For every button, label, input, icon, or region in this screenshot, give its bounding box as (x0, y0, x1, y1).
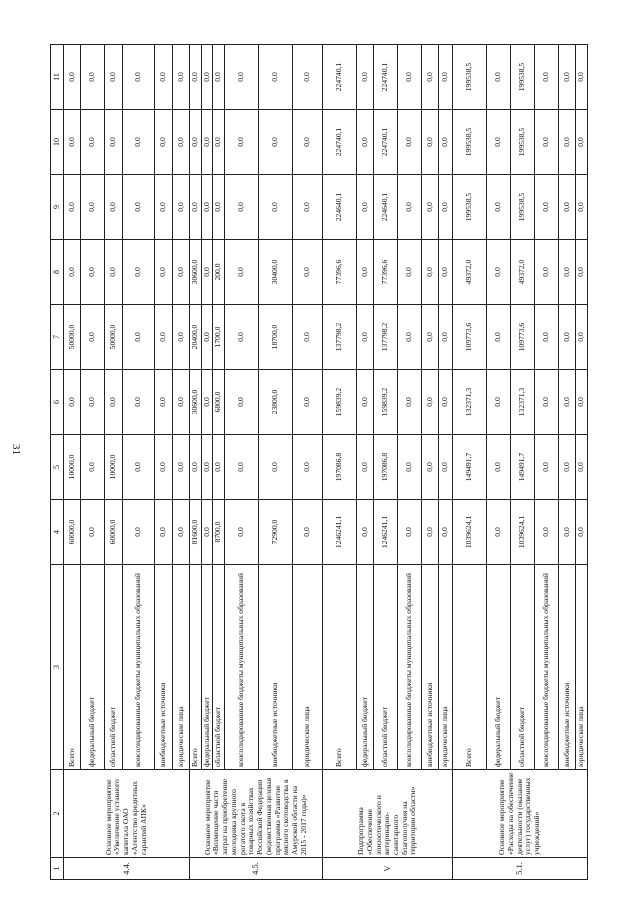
funding-source: Всего (453, 565, 487, 770)
amount-cell: 149491,7 (511, 435, 535, 500)
table-row (213, 45, 225, 880)
amount-cell: 0,0 (535, 305, 559, 370)
amount-cell: 0,0 (81, 110, 105, 175)
amount-cell: 0,0 (173, 110, 190, 175)
amount-cell: 20400,0 (190, 305, 202, 370)
funding-source: федеральный бюджет (81, 565, 105, 770)
amount-cell: 0,0 (105, 240, 123, 305)
amount-cell: 132371,3 (453, 370, 487, 435)
table-row (293, 45, 323, 880)
amount-cell: 0,0 (487, 240, 511, 305)
amount-cell: 0,0 (81, 370, 105, 435)
amount-cell: 0,0 (535, 110, 559, 175)
amount-cell: 0,0 (357, 500, 374, 565)
amount-cell: 0,0 (225, 370, 259, 435)
amount-cell: 77396,6 (374, 240, 398, 305)
amount-cell: 1700,0 (213, 305, 225, 370)
amount-cell: 0,0 (123, 305, 155, 370)
section-code: 4.5. (190, 858, 323, 880)
amount-cell: 0,0 (357, 45, 374, 110)
amount-cell: 0,0 (64, 175, 81, 240)
table-row (439, 45, 453, 880)
header-row (51, 45, 64, 880)
amount-cell: 0,0 (155, 370, 173, 435)
amount-cell: 0,0 (123, 110, 155, 175)
amount-cell: 0,0 (155, 305, 173, 370)
amount-cell: 60000,0 (64, 500, 81, 565)
table-row (535, 45, 559, 880)
funding-source: областной бюджет (105, 565, 123, 770)
amount-cell: 0,0 (201, 45, 213, 110)
amount-cell: 8700,0 (213, 500, 225, 565)
funding-source: юридические лица (576, 565, 588, 770)
amount-cell: 0,0 (559, 305, 576, 370)
amount-cell: 109773,6 (511, 305, 535, 370)
amount-cell: 0,0 (398, 110, 422, 175)
amount-cell: 30400,0 (259, 240, 293, 305)
amount-cell: 0,0 (487, 175, 511, 240)
amount-cell: 0,0 (81, 45, 105, 110)
amount-cell: 0,0 (81, 500, 105, 565)
amount-cell: 0,0 (293, 45, 323, 110)
table-row (422, 45, 439, 880)
funding-source: консолидированные бюджеты муниципальных образований (225, 565, 259, 770)
amount-cell: 81600,0 (190, 500, 202, 565)
amount-cell: 0,0 (398, 175, 422, 240)
amount-cell: 0,0 (535, 500, 559, 565)
amount-cell: 0,0 (259, 435, 293, 500)
funding-source: федеральный бюджет (357, 565, 374, 770)
amount-cell: 0,0 (439, 305, 453, 370)
amount-cell: 0,0 (357, 435, 374, 500)
amount-cell: 0,0 (422, 175, 439, 240)
amount-cell: 0,0 (559, 110, 576, 175)
amount-cell: 0,0 (173, 175, 190, 240)
amount-cell: 0,0 (576, 110, 588, 175)
amount-cell: 0,0 (81, 175, 105, 240)
amount-cell: 10000,0 (105, 435, 123, 500)
funding-source: внебюджетные источники (155, 565, 173, 770)
table-row (374, 45, 398, 880)
amount-cell: 0,0 (201, 435, 213, 500)
amount-cell: 224640,1 (374, 175, 398, 240)
amount-cell: 0,0 (439, 110, 453, 175)
amount-cell: 0,0 (173, 435, 190, 500)
funding-source: областной бюджет (374, 565, 398, 770)
amount-cell: 0,0 (559, 370, 576, 435)
amount-cell: 197086,8 (374, 435, 398, 500)
amount-cell: 0,0 (422, 45, 439, 110)
funding-source: областной бюджет (213, 565, 225, 770)
header-cell: 8 (51, 240, 64, 305)
header-cell: 5 (51, 435, 64, 500)
amount-cell: 0,0 (105, 110, 123, 175)
amount-cell: 0,0 (123, 370, 155, 435)
amount-cell: 224640,1 (323, 175, 357, 240)
table-row (123, 45, 155, 880)
amount-cell: 0,0 (123, 45, 155, 110)
table-row (201, 45, 213, 880)
amount-cell: 6800,0 (213, 370, 225, 435)
amount-cell: 0,0 (64, 370, 81, 435)
amount-cell: 0,0 (293, 175, 323, 240)
amount-cell: 0,0 (559, 500, 576, 565)
table-row (323, 45, 357, 880)
funding-source: консолидированные бюджеты муниципальных образований (123, 565, 155, 770)
amount-cell: 0,0 (190, 435, 202, 500)
header-cell: 3 (51, 565, 64, 770)
funding-source: юридические лица (173, 565, 190, 770)
table-row (487, 45, 511, 880)
amount-cell: 197086,8 (323, 435, 357, 500)
amount-cell: 0,0 (105, 45, 123, 110)
amount-cell: 0,0 (576, 305, 588, 370)
amount-cell: 0,0 (201, 305, 213, 370)
funding-source: Всего (190, 565, 202, 770)
amount-cell: 0,0 (357, 370, 374, 435)
amount-cell: 0,0 (535, 45, 559, 110)
amount-cell: 0,0 (439, 240, 453, 305)
amount-cell: 0,0 (535, 435, 559, 500)
amount-cell: 0,0 (357, 240, 374, 305)
amount-cell: 0,0 (398, 45, 422, 110)
amount-cell: 1039624,1 (511, 500, 535, 565)
section-name: Подпрограмма «Обеспечение эпизоотического и ветеринарно-санитарного благополучия на территории области» (323, 770, 453, 858)
amount-cell: 199538,5 (453, 175, 487, 240)
page-number: 31 (10, 444, 22, 455)
amount-cell: 0,0 (213, 435, 225, 500)
header-cell: 9 (51, 175, 64, 240)
amount-cell: 199538,5 (453, 45, 487, 110)
header-cell: 2 (51, 770, 64, 858)
amount-cell: 137798,2 (323, 305, 357, 370)
amount-cell: 199538,5 (511, 110, 535, 175)
amount-cell: 0,0 (173, 240, 190, 305)
table-row (511, 45, 535, 880)
amount-cell: 18700,0 (259, 305, 293, 370)
table-row (357, 45, 374, 880)
funding-source: федеральный бюджет (487, 565, 511, 770)
funding-source: федеральный бюджет (201, 565, 213, 770)
table-row (259, 45, 293, 880)
amount-cell: 0,0 (357, 175, 374, 240)
amount-cell: 0,0 (81, 305, 105, 370)
amount-cell: 0,0 (190, 45, 202, 110)
table-row (453, 45, 487, 880)
amount-cell: 0,0 (398, 305, 422, 370)
section-name: Основное мероприятие «Увеличение уставного капитала ОАО «Агентство кредитных гарантий АПК» (64, 770, 190, 858)
amount-cell: 0,0 (487, 370, 511, 435)
amount-cell: 0,0 (487, 435, 511, 500)
amount-cell: 199538,5 (511, 175, 535, 240)
amount-cell: 50000,0 (105, 305, 123, 370)
amount-cell: 0,0 (155, 500, 173, 565)
amount-cell: 0,0 (64, 240, 81, 305)
header-cell: 10 (51, 110, 64, 175)
amount-cell: 0,0 (201, 500, 213, 565)
amount-cell: 0,0 (398, 370, 422, 435)
amount-cell: 0,0 (173, 370, 190, 435)
amount-cell: 0,0 (439, 45, 453, 110)
amount-cell: 224740,1 (374, 45, 398, 110)
amount-cell: 0,0 (123, 240, 155, 305)
amount-cell: 30600,0 (190, 240, 202, 305)
amount-cell: 109773,6 (453, 305, 487, 370)
amount-cell: 0,0 (535, 240, 559, 305)
amount-cell: 200,0 (213, 240, 225, 305)
header-cell: 7 (51, 305, 64, 370)
table-row (225, 45, 259, 880)
amount-cell: 0,0 (123, 500, 155, 565)
amount-cell: 0,0 (559, 435, 576, 500)
table-row (398, 45, 422, 880)
table-row (173, 45, 190, 880)
amount-cell: 0,0 (225, 435, 259, 500)
amount-cell: 149491,7 (453, 435, 487, 500)
amount-cell: 0,0 (225, 45, 259, 110)
amount-cell: 0,0 (293, 240, 323, 305)
amount-cell: 23800,0 (259, 370, 293, 435)
amount-cell: 0,0 (576, 500, 588, 565)
amount-cell: 199538,5 (453, 110, 487, 175)
amount-cell: 10000,0 (64, 435, 81, 500)
amount-cell: 0,0 (190, 175, 202, 240)
amount-cell: 0,0 (81, 435, 105, 500)
amount-cell: 0,0 (422, 370, 439, 435)
amount-cell: 0,0 (155, 175, 173, 240)
amount-cell: 159839,2 (323, 370, 357, 435)
amount-cell: 0,0 (201, 110, 213, 175)
amount-cell: 0,0 (422, 110, 439, 175)
amount-cell: 0,0 (487, 110, 511, 175)
section-name: Основное мероприятие «Возмещение части затрат на приобретение молодняка крупного рогатого скота в товарных хозяйствах Российской Федерации (ведомственная целевая программа «Развитие мясного скотоводства в Амурской области на 2015 - 2017 годы)» (190, 770, 323, 858)
funding-source: юридические лица (439, 565, 453, 770)
amount-cell: 0,0 (439, 435, 453, 500)
amount-cell: 224740,1 (323, 110, 357, 175)
amount-cell: 159839,2 (374, 370, 398, 435)
header-cell: 6 (51, 370, 64, 435)
amount-cell: 1246241,1 (323, 500, 357, 565)
amount-cell: 0,0 (173, 500, 190, 565)
amount-cell: 0,0 (576, 370, 588, 435)
amount-cell: 0,0 (201, 370, 213, 435)
amount-cell: 0,0 (293, 435, 323, 500)
amount-cell: 0,0 (64, 110, 81, 175)
amount-cell: 0,0 (535, 370, 559, 435)
section-code: 5.1. (453, 858, 588, 880)
amount-cell: 0,0 (105, 370, 123, 435)
table-row (559, 45, 576, 880)
amount-cell: 0,0 (293, 370, 323, 435)
amount-cell: 0,0 (123, 175, 155, 240)
amount-cell: 0,0 (201, 240, 213, 305)
amount-cell: 0,0 (155, 435, 173, 500)
funding-table (50, 44, 588, 880)
amount-cell: 0,0 (422, 435, 439, 500)
amount-cell: 0,0 (487, 45, 511, 110)
amount-cell: 0,0 (576, 435, 588, 500)
table-row (155, 45, 173, 880)
header-cell: 11 (51, 45, 64, 110)
funding-source: юридические лица (293, 565, 323, 770)
amount-cell: 0,0 (422, 240, 439, 305)
amount-cell: 224740,1 (374, 110, 398, 175)
amount-cell: 0,0 (293, 110, 323, 175)
amount-cell: 0,0 (576, 45, 588, 110)
funding-source: консолидированные бюджеты муниципальных образований (535, 565, 559, 770)
amount-cell: 199538,5 (511, 45, 535, 110)
funding-source: внебюджетные источники (422, 565, 439, 770)
amount-cell: 0,0 (398, 240, 422, 305)
amount-cell: 0,0 (559, 240, 576, 305)
amount-cell: 137798,2 (374, 305, 398, 370)
amount-cell: 0,0 (293, 305, 323, 370)
amount-cell: 0,0 (487, 305, 511, 370)
section-code: V (323, 858, 453, 880)
amount-cell: 49372,0 (453, 240, 487, 305)
table-row (81, 45, 105, 880)
amount-cell: 0,0 (201, 175, 213, 240)
section-name: Основное мероприятие «Расходы на обеспечение деятельности (оказание услуг) государственных учреждений» (453, 770, 588, 858)
amount-cell: 77396,6 (323, 240, 357, 305)
funding-source: внебюджетные источники (559, 565, 576, 770)
table-row (190, 45, 202, 880)
header-cell: 1 (51, 858, 64, 880)
funding-source: консолидированные бюджеты муниципальных образований (398, 565, 422, 770)
amount-cell: 0,0 (213, 45, 225, 110)
amount-cell: 0,0 (559, 45, 576, 110)
amount-cell: 1246241,1 (374, 500, 398, 565)
funding-source: Всего (64, 565, 81, 770)
amount-cell: 0,0 (357, 110, 374, 175)
table-row (576, 45, 588, 880)
amount-cell: 0,0 (398, 435, 422, 500)
amount-cell: 0,0 (64, 45, 81, 110)
amount-cell: 0,0 (225, 500, 259, 565)
amount-cell: 0,0 (190, 110, 202, 175)
amount-cell: 132371,3 (511, 370, 535, 435)
table-row (105, 45, 123, 880)
amount-cell: 50000,0 (64, 305, 81, 370)
amount-cell: 0,0 (422, 305, 439, 370)
amount-cell: 30600,0 (190, 370, 202, 435)
amount-cell: 0,0 (439, 175, 453, 240)
amount-cell: 0,0 (105, 175, 123, 240)
amount-cell: 0,0 (576, 175, 588, 240)
amount-cell: 0,0 (155, 240, 173, 305)
amount-cell: 0,0 (357, 305, 374, 370)
amount-cell: 0,0 (398, 500, 422, 565)
amount-cell: 224740,1 (323, 45, 357, 110)
funding-source: областной бюджет (511, 565, 535, 770)
amount-cell: 0,0 (225, 175, 259, 240)
amount-cell: 0,0 (155, 45, 173, 110)
funding-source: Всего (323, 565, 357, 770)
amount-cell: 0,0 (576, 240, 588, 305)
amount-cell: 60000,0 (105, 500, 123, 565)
amount-cell: 0,0 (259, 110, 293, 175)
amount-cell: 0,0 (559, 175, 576, 240)
amount-cell: 0,0 (225, 240, 259, 305)
amount-cell: 0,0 (81, 240, 105, 305)
funding-source: внебюджетные источники (259, 565, 293, 770)
amount-cell: 0,0 (259, 175, 293, 240)
amount-cell: 0,0 (225, 110, 259, 175)
amount-cell: 0,0 (439, 370, 453, 435)
amount-cell: 0,0 (155, 110, 173, 175)
amount-cell: 0,0 (487, 500, 511, 565)
header-cell: 4 (51, 500, 64, 565)
amount-cell: 0,0 (422, 500, 439, 565)
amount-cell: 1039624,1 (453, 500, 487, 565)
amount-cell: 0,0 (535, 175, 559, 240)
amount-cell: 0,0 (213, 175, 225, 240)
section-code: 4.4. (64, 858, 190, 880)
amount-cell: 0,0 (439, 500, 453, 565)
table-row (64, 45, 81, 880)
amount-cell: 0,0 (293, 500, 323, 565)
amount-cell: 0,0 (173, 45, 190, 110)
amount-cell: 0,0 (173, 305, 190, 370)
rotated-page (50, 45, 600, 880)
amount-cell: 0,0 (213, 110, 225, 175)
amount-cell: 0,0 (225, 305, 259, 370)
amount-cell: 72900,0 (259, 500, 293, 565)
amount-cell: 0,0 (259, 45, 293, 110)
amount-cell: 49372,0 (511, 240, 535, 305)
amount-cell: 0,0 (123, 435, 155, 500)
